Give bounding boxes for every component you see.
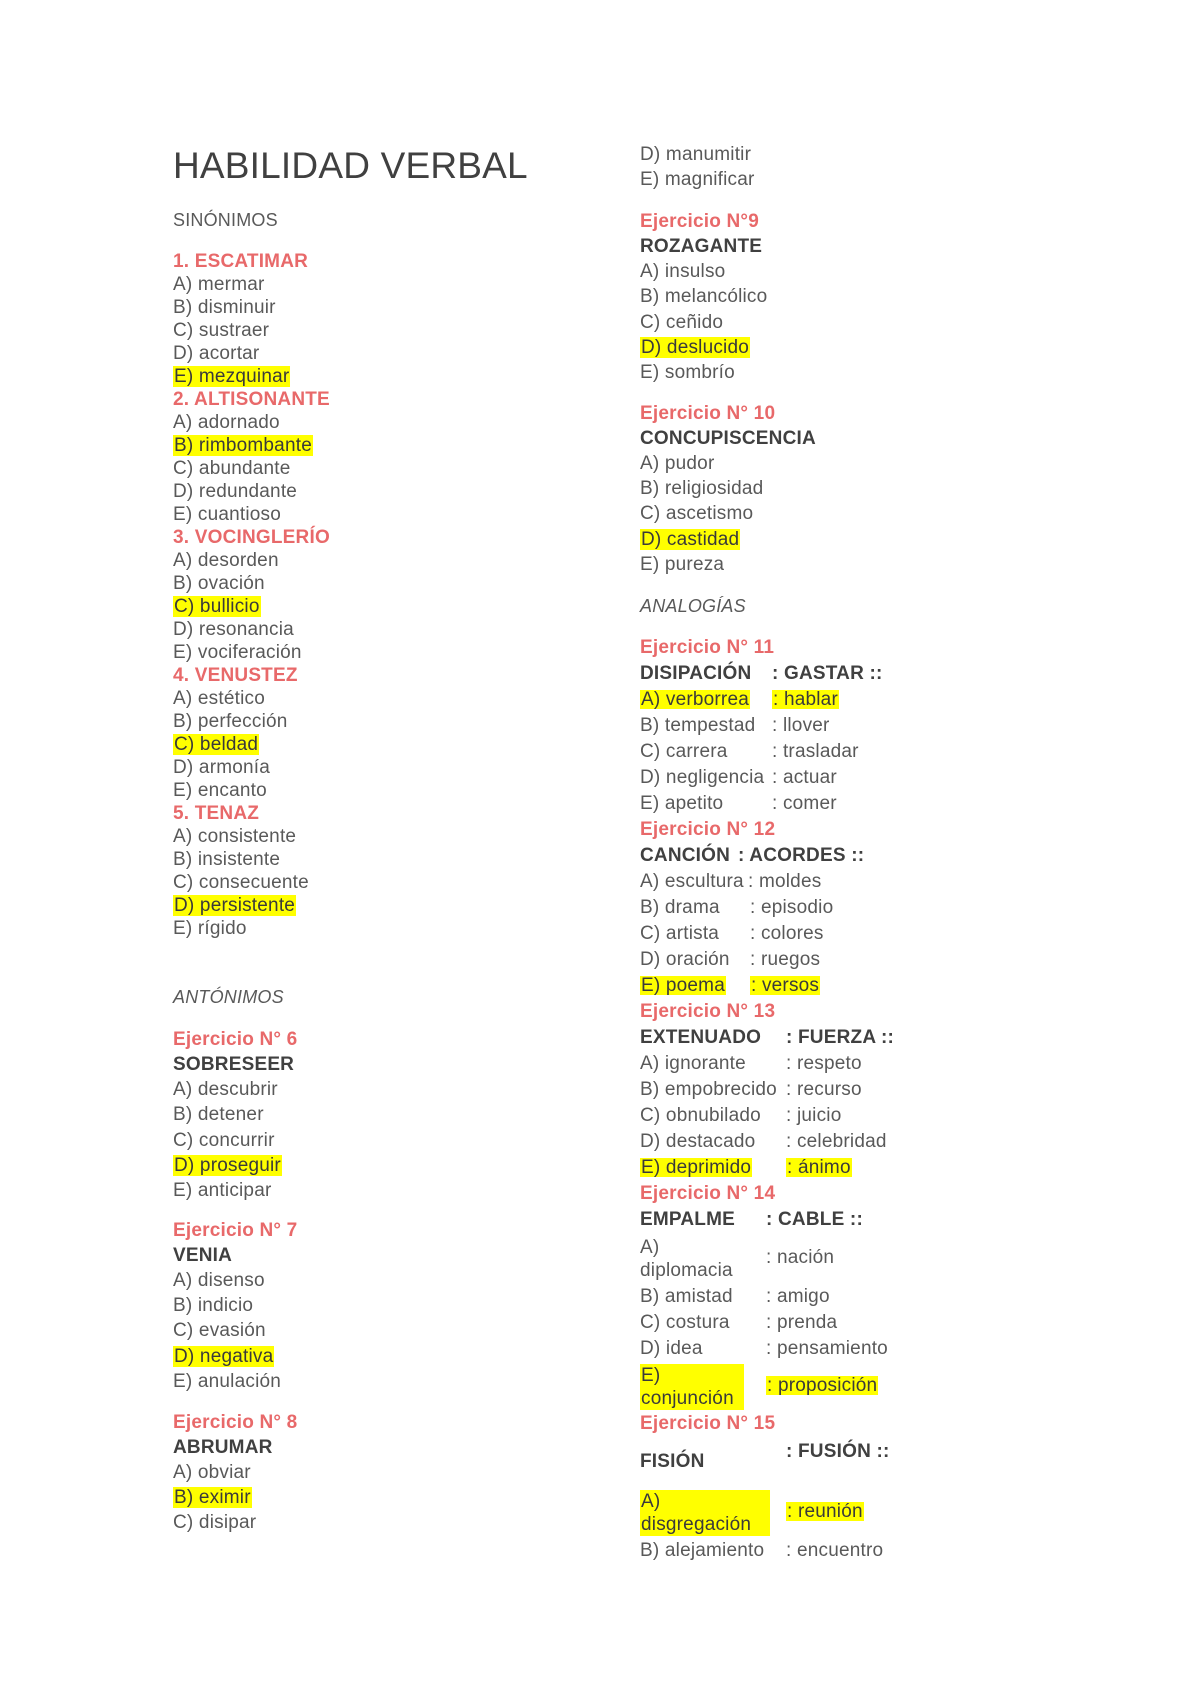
exercise-word: SOBRESEER <box>173 1054 295 1075</box>
answer-highlight: E) mezquinar <box>174 366 290 387</box>
pair-right: : FUSIÓN :: <box>786 1441 890 1462</box>
exercise-label: Ejercicio N° 14 <box>640 1183 776 1204</box>
option-right: : trasladar <box>772 741 859 762</box>
option <box>640 898 1100 920</box>
option: E) anticipar <box>173 1180 272 1201</box>
answer-option-highlighted <box>173 1156 282 1175</box>
exercise-label: Ejercicio N° 12 <box>640 819 776 840</box>
option <box>640 1541 1100 1563</box>
option-left: D) idea <box>640 1338 703 1359</box>
answer-highlight: C) bullicio <box>174 596 260 617</box>
option: C) evasión <box>173 1320 266 1341</box>
option: A) mermar <box>173 274 265 295</box>
option <box>640 1080 1100 1102</box>
option <box>640 716 1100 738</box>
option-right: : ruegos <box>750 949 821 970</box>
option: E) cuantioso <box>173 504 282 525</box>
answer-highlight: : proposición <box>767 1375 878 1396</box>
section-heading-antonimos: ANTÓNIMOS <box>173 987 284 1007</box>
option: A) insulso <box>640 261 726 282</box>
answer-highlight: B) eximir <box>174 1487 251 1508</box>
option <box>640 768 1100 790</box>
option-right: : colores <box>750 923 824 944</box>
exercise-label: Ejercicio N° 10 <box>640 403 776 424</box>
option-left: C) costura <box>640 1312 730 1333</box>
answer-highlight: D) proseguir <box>174 1155 281 1176</box>
option: C) ascetismo <box>640 503 754 524</box>
pair-right: : CABLE :: <box>766 1209 863 1230</box>
exercise-label: Ejercicio N° 7 <box>173 1220 298 1241</box>
option: A) obviar <box>173 1462 251 1483</box>
option: E) magnificar <box>640 169 755 190</box>
option-left: B) amistad <box>640 1286 733 1307</box>
answer-highlight: A) verborrea <box>641 689 749 710</box>
answer-highlight: B) rimbombante <box>174 435 312 456</box>
section-heading-analogias: ANALOGÍAS <box>640 596 746 616</box>
option <box>640 1054 1100 1076</box>
option-left: B) empobrecido <box>640 1079 777 1100</box>
option: A) disenso <box>173 1270 265 1291</box>
exercise-word: VENIA <box>173 1245 233 1266</box>
option: C) ceñido <box>640 312 724 333</box>
option: A) adornado <box>173 412 280 433</box>
option: B) perfección <box>173 711 288 732</box>
option-left: A) diplomacia <box>640 1237 733 1281</box>
pair-left: DISIPACIÓN <box>640 663 752 684</box>
option-right: : celebridad <box>786 1131 887 1152</box>
answer-option-highlighted <box>173 597 261 616</box>
exercise-label: Ejercicio N° 8 <box>173 1412 298 1433</box>
option: D) acortar <box>173 343 260 364</box>
option: C) concurrir <box>173 1130 275 1151</box>
option: D) redundante <box>173 481 298 502</box>
answer-highlight: D) deslucido <box>641 337 750 358</box>
exercise-label: 1. ESCATIMAR <box>173 251 309 272</box>
page-title: HABILIDAD VERBAL <box>173 145 528 186</box>
option <box>640 872 1100 894</box>
option-left: E) apetito <box>640 793 724 814</box>
option-right: : recurso <box>786 1079 862 1100</box>
section-heading-sinonimos: SINÓNIMOS <box>173 210 278 230</box>
option-left: D) destacado <box>640 1131 756 1152</box>
option: C) abundante <box>173 458 291 479</box>
exercise-word: CONCUPISCENCIA <box>640 428 816 449</box>
analogy-pair <box>640 1440 1100 1488</box>
option-right: : juicio <box>786 1105 842 1126</box>
option-right: : comer <box>772 793 837 814</box>
answer-highlight: E) conjunción <box>640 1364 744 1410</box>
option <box>640 950 1100 972</box>
answer-highlight: D) castidad <box>641 529 740 550</box>
option: C) sustraer <box>173 320 270 341</box>
pair-left: CANCIÓN <box>640 845 731 866</box>
answer-option-highlighted <box>640 1364 1100 1410</box>
option: B) detener <box>173 1104 264 1125</box>
answer-option-highlighted <box>173 367 290 386</box>
option: A) consistente <box>173 826 297 847</box>
option-left: D) negligencia <box>640 767 765 788</box>
option-right: : pensamiento <box>766 1338 888 1359</box>
option-right: : encuentro <box>786 1540 884 1561</box>
option-right: : prenda <box>766 1312 838 1333</box>
answer-highlight: E) poema <box>641 975 725 996</box>
answer-option-highlighted <box>640 338 750 357</box>
pair-right: : FUERZA :: <box>786 1027 895 1048</box>
pair-left: FISIÓN <box>640 1451 705 1472</box>
exercise-word: ABRUMAR <box>173 1437 273 1458</box>
pair-left: EXTENUADO <box>640 1027 762 1048</box>
option <box>640 1132 1100 1154</box>
answer-option-highlighted <box>640 976 1100 998</box>
answer-highlight: A) disgregación <box>640 1490 770 1536</box>
option <box>640 924 1100 946</box>
answer-option-highlighted <box>173 436 313 455</box>
option: E) encanto <box>173 780 267 801</box>
answer-highlight-wrap <box>640 1364 744 1410</box>
answer-option-highlighted <box>173 896 296 915</box>
option: C) disipar <box>173 1512 257 1533</box>
answer-highlight: D) negativa <box>174 1346 274 1367</box>
option-right: : respeto <box>786 1053 862 1074</box>
option-left: B) tempestad <box>640 715 756 736</box>
answer-option-highlighted <box>640 690 1100 712</box>
option <box>640 1287 1100 1309</box>
answer-option-highlighted <box>173 1347 274 1366</box>
option-right: : episodio <box>750 897 834 918</box>
exercise-word: ROZAGANTE <box>640 236 763 257</box>
exercise-label: Ejercicio N° 15 <box>640 1413 776 1434</box>
option: B) ovación <box>173 573 265 594</box>
answer-highlight-wrap <box>640 1490 770 1536</box>
option: E) pureza <box>640 554 725 575</box>
option <box>640 794 1100 816</box>
option: A) estético <box>173 688 265 709</box>
option: D) manumitir <box>640 144 752 165</box>
option-left: C) carrera <box>640 741 728 762</box>
answer-option-highlighted <box>640 530 740 549</box>
pair-left: EMPALME <box>640 1209 735 1230</box>
exercise-label: Ejercicio N° 6 <box>173 1029 298 1050</box>
option: E) vociferación <box>173 642 302 663</box>
answer-highlight: : ánimo <box>787 1157 851 1178</box>
exercise-label: Ejercicio N° 13 <box>640 1001 776 1022</box>
answer-option-highlighted <box>640 1490 1100 1536</box>
option-left: D) oración <box>640 949 730 970</box>
exercise-label: 5. TENAZ <box>173 803 260 824</box>
answer-highlight: : versos <box>751 975 820 996</box>
exercise-label: Ejercicio N° 11 <box>640 637 775 658</box>
option: B) disminuir <box>173 297 276 318</box>
option: B) indicio <box>173 1295 254 1316</box>
option <box>640 742 1100 764</box>
option-left: A) ignorante <box>640 1053 746 1074</box>
exercise-label: 4. VENUSTEZ <box>173 665 298 686</box>
option-right: : llover <box>772 715 830 736</box>
answer-option-highlighted <box>173 735 259 754</box>
option-right: : actuar <box>772 767 837 788</box>
option-left: C) artista <box>640 923 720 944</box>
option-right: : moldes <box>748 871 822 892</box>
option: C) consecuente <box>173 872 309 893</box>
option-left: B) drama <box>640 897 720 918</box>
option: B) insistente <box>173 849 281 870</box>
option-right: : nación <box>766 1247 835 1268</box>
option: D) armonía <box>173 757 271 778</box>
option-left: A) escultura <box>640 871 744 892</box>
exercise-label: 2. ALTISONANTE <box>173 389 330 410</box>
option-left: C) obnubilado <box>640 1105 761 1126</box>
option-right: : amigo <box>766 1286 830 1307</box>
option: A) descubrir <box>173 1079 278 1100</box>
answer-highlight: D) persistente <box>174 895 296 916</box>
option: A) desorden <box>173 550 279 571</box>
option: B) religiosidad <box>640 478 764 499</box>
option <box>640 1339 1100 1361</box>
option: D) resonancia <box>173 619 294 640</box>
option: A) pudor <box>640 453 715 474</box>
pair-right: : GASTAR :: <box>772 663 883 684</box>
option: E) sombrío <box>640 362 735 383</box>
answer-option-highlighted <box>640 1158 1100 1180</box>
pair-right: : ACORDES :: <box>738 845 865 866</box>
answer-option-highlighted <box>173 1488 252 1507</box>
exercise-label: 3. VOCINGLERÍO <box>173 527 330 548</box>
answer-highlight: : hablar <box>773 689 838 710</box>
exercise-label: Ejercicio N°9 <box>640 211 759 232</box>
answer-highlight: : reunión <box>787 1501 863 1522</box>
option: E) anulación <box>173 1371 282 1392</box>
option: B) melancólico <box>640 286 768 307</box>
option <box>640 1313 1100 1335</box>
answer-highlight: E) deprimido <box>641 1157 752 1178</box>
answer-highlight: C) beldad <box>174 734 259 755</box>
option: E) rígido <box>173 918 247 939</box>
option <box>640 1106 1100 1128</box>
option <box>640 1236 1100 1282</box>
option-left: B) alejamiento <box>640 1540 765 1561</box>
